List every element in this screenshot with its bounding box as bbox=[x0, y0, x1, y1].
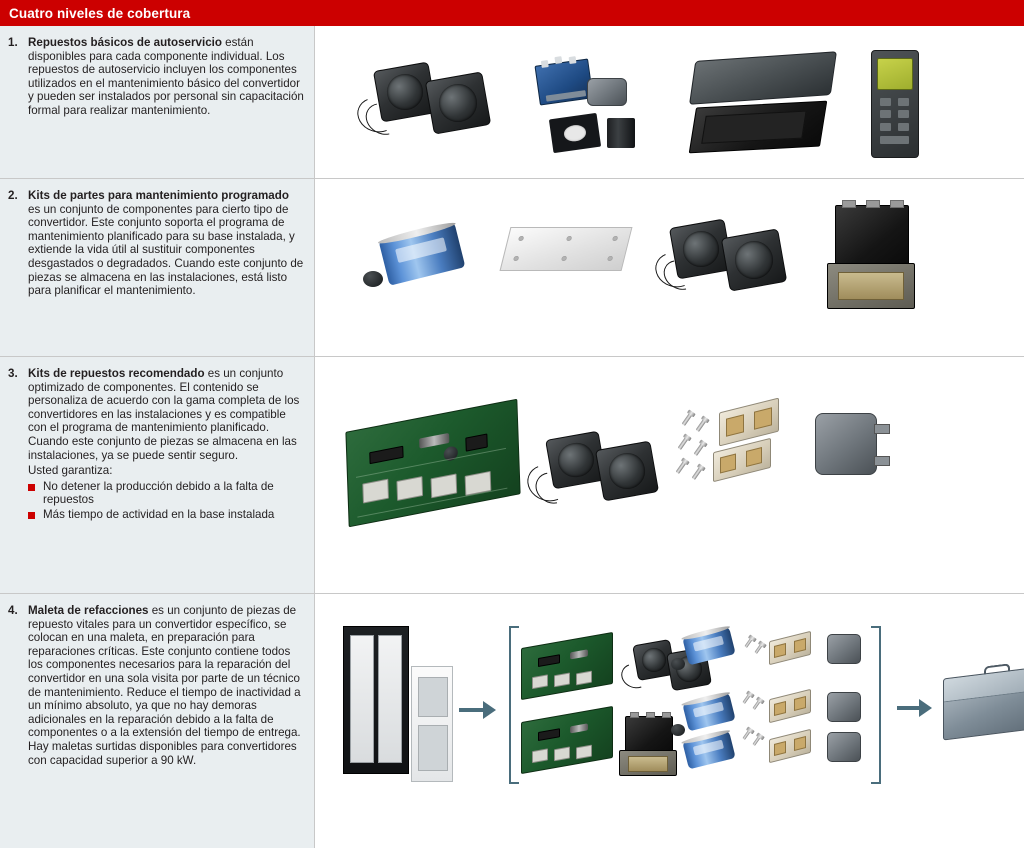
bracket-right bbox=[871, 626, 881, 784]
process-arrow-1 bbox=[483, 701, 496, 719]
row-2-body bbox=[28, 189, 304, 298]
igbt-module-b bbox=[769, 689, 811, 723]
table-row bbox=[0, 594, 1024, 848]
fan-assembly-3 bbox=[527, 429, 677, 519]
process-arrow-stem-2 bbox=[897, 706, 919, 710]
row-1-number: 1. bbox=[8, 36, 18, 49]
row-3-guarantee-label: Usted garantiza: bbox=[28, 464, 113, 478]
row-3-bullet-list bbox=[28, 480, 304, 522]
row-4-title: Maleta de refacciones bbox=[28, 604, 149, 617]
row-4-number: 4. bbox=[8, 604, 18, 617]
row-2-description: es un conjunto de componentes para cierto tipo de convertidor. Este conjunto soporta el programa de mantenimiento planificado para su base instalada, y extiende la vida útil al sustituir componentes desgastados o degradados. Cuando este conjunto de piezas se almacena en las instalaciones, está listo para planificar el mantenimiento. bbox=[28, 202, 304, 298]
drive-cabinet bbox=[343, 626, 409, 774]
row-2-number: 2. bbox=[8, 189, 18, 202]
igbt-module-c bbox=[769, 729, 811, 763]
mounting-plate bbox=[500, 227, 633, 271]
igbt-module-a bbox=[769, 631, 811, 665]
spare-parts-suitcase bbox=[943, 665, 1024, 740]
rubber-cap-b bbox=[671, 724, 685, 736]
list-item: Más tiempo de actividad en la base instalada bbox=[28, 508, 304, 522]
capacitor-c bbox=[682, 731, 735, 770]
row-1-description: están disponibles para cada componente individual. Los repuestos de autoservicio incluyen los componentes utilizados en el mantenimiento básico del convertidor y pueden ser instalados por personal sin capacitación formal para realizar mantenimiento. bbox=[28, 36, 304, 117]
row-4-description: es un conjunto de piezas de repuesto vitales para un convertidor específico, se colocan en una maleta, en preparación para reparaciones críticas. Este conjunto contiene todos los componentes necesarios para la reparación del convertidor en una sola visita por parte de un técnico de mantenimiento. Reduce el tiempo de inactividad a un mínimo absoluto, ya que no hay demoras adicionales en la reparación debido a la falta de componentes o a la extensión del tiempo de entrega. Hay maletas surtidas disponibles para convertidores con capacidad superior a 90 kW. bbox=[28, 604, 301, 767]
row-3-description: es un conjunto optimizado de componentes. El contenido se personaliza de acuerdo con la gama completa de los convertidores en las instalaciones y es compatible con el programa de mantenimiento planificado. Cuando este conjunto de piezas se almacena en las instalaciones, ya se puede sentir seguro. bbox=[28, 367, 300, 462]
row-4-text-cell bbox=[0, 594, 315, 848]
row-2-text-cell bbox=[0, 179, 315, 356]
row-1-title: Repuestos básicos de autoservicio bbox=[28, 36, 222, 49]
page-header bbox=[0, 0, 1024, 26]
fan-assembly-2 bbox=[655, 213, 805, 303]
rubber-cap-a bbox=[671, 658, 685, 670]
row-3-number: 3. bbox=[8, 367, 18, 380]
capacitor bbox=[379, 222, 466, 286]
contactor-base bbox=[827, 263, 915, 309]
row-2-title: Kits de partes para mantenimiento programado bbox=[28, 189, 289, 202]
cylindrical-spacer bbox=[607, 118, 635, 148]
row-1-body bbox=[28, 36, 304, 118]
control-panel-keypad bbox=[871, 50, 919, 158]
drive-unit bbox=[411, 666, 453, 782]
table-row bbox=[0, 357, 1024, 594]
row-1-image-cell bbox=[315, 26, 1024, 178]
row-2-image-cell bbox=[315, 179, 1024, 356]
capacitor-a bbox=[682, 627, 735, 666]
grey-module-b bbox=[827, 692, 861, 722]
fan-assembly-1 bbox=[355, 58, 505, 148]
row-3-text-cell bbox=[0, 357, 315, 593]
table-row bbox=[0, 26, 1024, 179]
circuit-board bbox=[345, 399, 520, 528]
row-3-title: Kits de repuestos recomendado bbox=[28, 367, 205, 380]
contactor-small-base bbox=[619, 750, 677, 776]
process-arrow-2 bbox=[919, 699, 932, 717]
contactor-small bbox=[625, 716, 673, 754]
row-4-body bbox=[28, 604, 304, 767]
process-arrow-stem-1 bbox=[459, 708, 483, 712]
grey-connector-housing bbox=[587, 78, 627, 106]
row-3-image-cell bbox=[315, 357, 1024, 593]
circuit-board-b bbox=[521, 706, 613, 774]
row-1-text-cell bbox=[0, 26, 315, 178]
blue-terminal-block bbox=[534, 58, 593, 105]
coverage-levels-table bbox=[0, 26, 1024, 846]
page-title: Cuatro niveles de cobertura bbox=[9, 5, 191, 21]
grey-module-a bbox=[827, 634, 861, 664]
contactor bbox=[835, 205, 909, 267]
grey-power-module bbox=[815, 413, 877, 475]
dark-module-box bbox=[689, 101, 828, 154]
table-row bbox=[0, 179, 1024, 357]
row-3-body bbox=[28, 367, 304, 523]
drive-cover-panel bbox=[689, 51, 837, 105]
rubber-cap bbox=[363, 271, 383, 287]
grey-module-c bbox=[827, 732, 861, 762]
row-4-image-cell bbox=[315, 594, 1024, 848]
bracket-left bbox=[509, 626, 519, 784]
circuit-board-a bbox=[521, 632, 613, 700]
mounting-bezel bbox=[549, 113, 601, 153]
list-item: No detener la producción debido a la falta de repuestos bbox=[28, 480, 304, 507]
